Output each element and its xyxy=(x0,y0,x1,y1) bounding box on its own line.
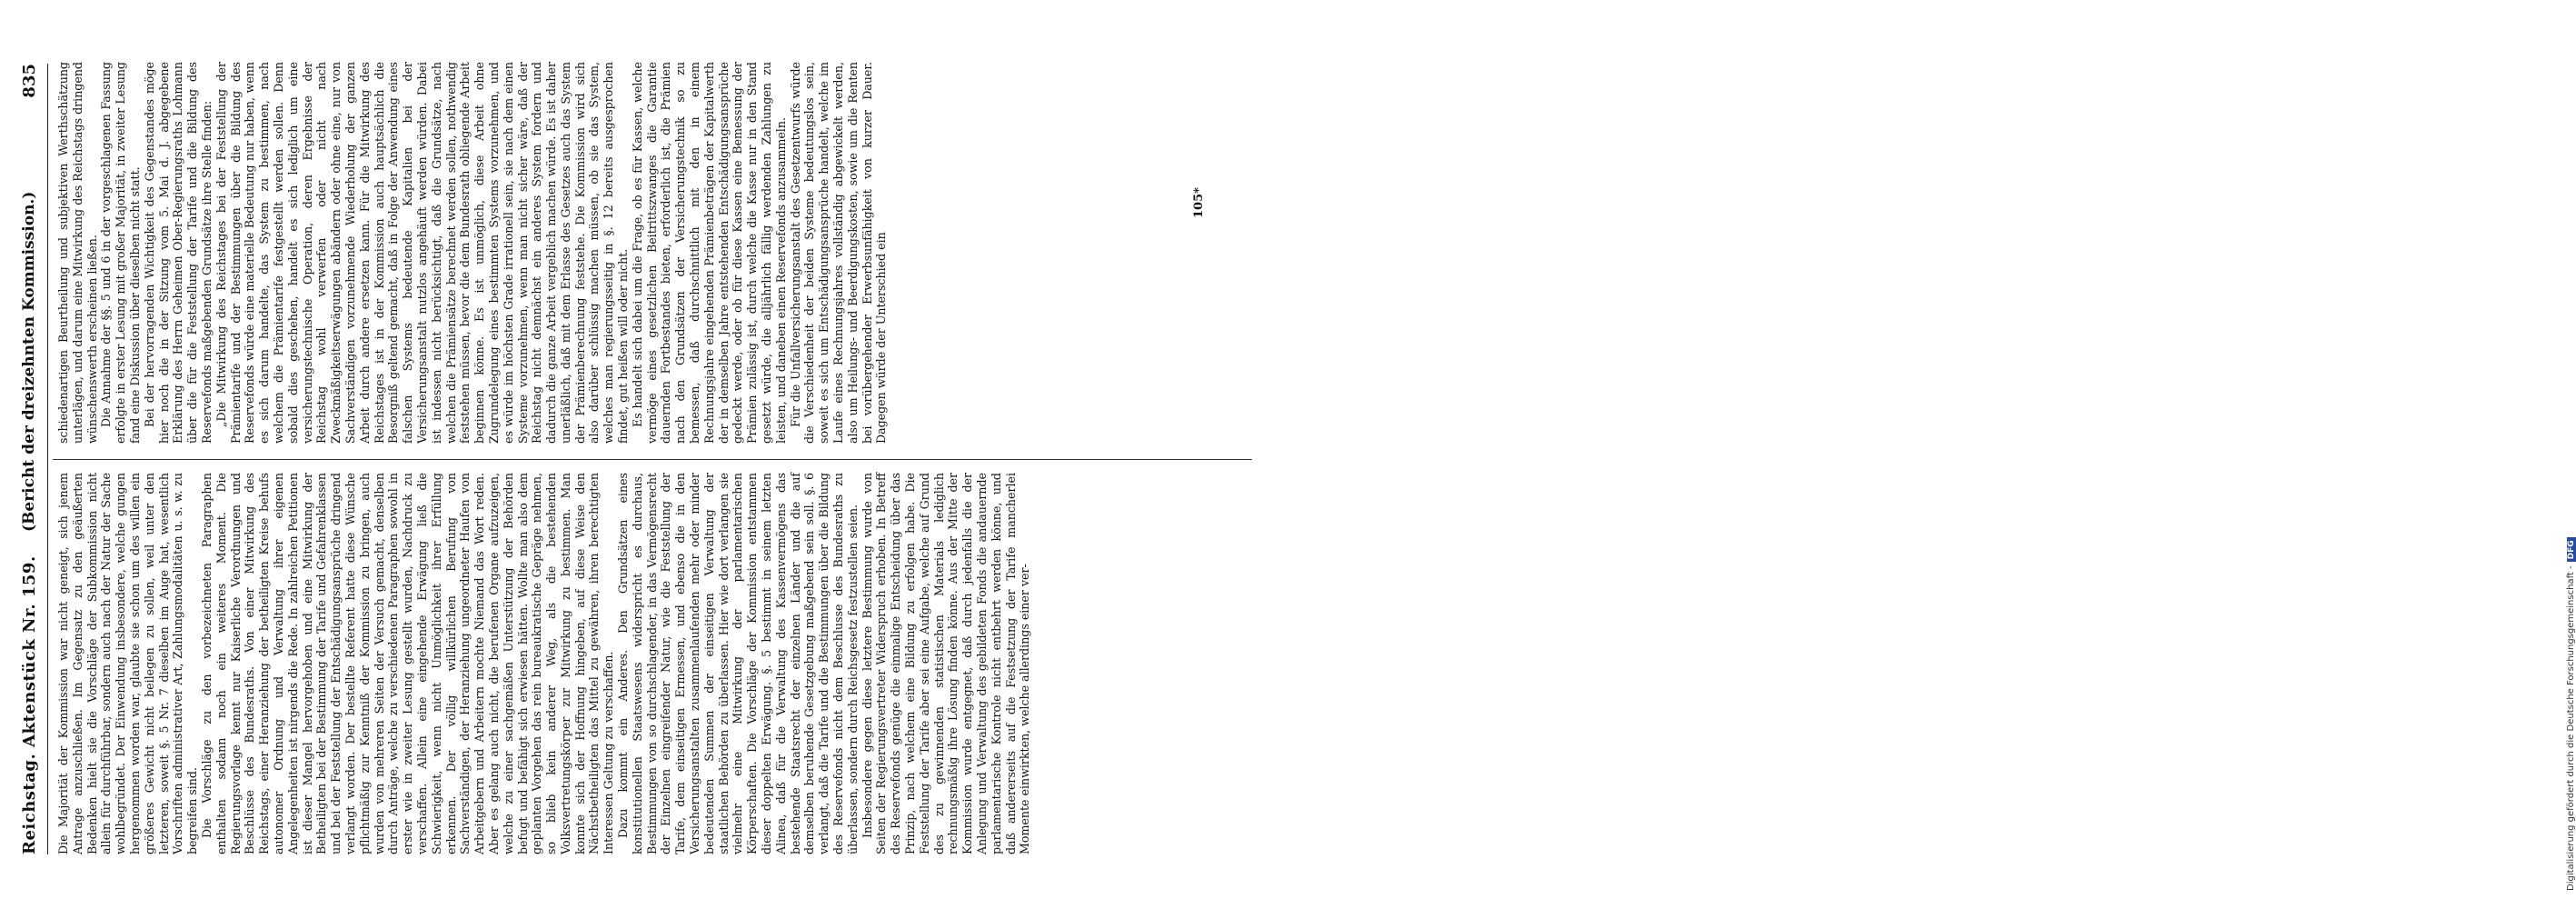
paragraph: Die Majorität der Kommission war nicht geneigt, sich jenem Antrage anzuschließen. Im Gegensatz zu den geäußerten Bedenken hielt sie die Vorschläge der Subkommission nicht allein für durchführbar, sondern auch nach der Natur der Sache wohlbegründet. Der Einwendung insbesondere, welche gungen hergenommen worden war, glaubte sie schon um des willen ein größeres Gewicht nicht beilegen zu sollen, weil unter den letzteren, soweit §. 5 Nr. 7 dieselben im Auge hat, wesentlich Vorschriften administrativer Art, Zahlungsmodalitäten u. s. w. zu begreifen sind. xyxy=(56,473,200,854)
paragraph: Insbesondere gegen diese letztere Bestimmung wurde von Seiten der Regierungsvertreter Widerspruch erhoben. In Betreff des Reservefonds genüge die einmalige Entscheidung über das Prinzip, nach welchem eine Bildung zu erfolgen habe. Die Feststellung der Tarife aber sei eine Aufgabe, welche auf Grund des zu gewinnenden statistischen Materials lediglich rechnungsmäßig ihre Lösung finden könne. Aus der Mitte der Kommission wurde entgegnet, daß durch jedenfalls die der Anlegung und Verwaltung des gebildeten Fonds die andauernde parlamentarische Kontrole nicht entbehrt werden könne, und daß andererseits auf die Festsetzung der Tarife mancherlei Momente einwirkten, welche allerdings einer ver- xyxy=(860,473,1032,854)
header-rule xyxy=(47,64,48,854)
column-divider xyxy=(53,459,1252,460)
paragraph: Es handelt sich dabei um die Frage, ob es für Kassen, welche vermöge eines gesetzlichen Beitrittszwanges die Garantie dauernden Fortbestandes bieten, erforderlich ist, die Prämien nach den Grundsätzen der Versicherungstechnik so zu bemessen, daß durchschnittlich mit den in einem Rechnungsjahre eingehenden Prämienbeträgen der Kapitalwerth der in demselben Jahre entstehenden Entschädigungsansprüche gedeckt werde, oder ob für diese Kassen eine Bemessung der Prämien zulässig ist, durch welche die Kasse nur in den Stand gesetzt würde, die alljährlich fällig werdenden Zahlungen zu leisten, und daneben einen Reservefonds anzusammeln. xyxy=(630,62,788,444)
paragraph: „Die Mitwirkung des Reichstages bei der Feststellung der Prämientarife und der Bestimmungen über die Bildung des Reservefonds würde eine materielle Bedeutung nur haben, wenn es sich darum handelte, das System zu bestimmen, nach welchem die Prämientarife festgestellt werden sollen. Denn sobald dies geschehen, handelt es sich lediglich um eine versicherungstechnische Operation, deren Ergebnisse der Reichstag wohl verwerfen oder nicht nach Zweckmäßigkeitserwägungen abändern oder ohne eine, nur von Sachverständigen vorzunehmende Wiederholung der ganzen Arbeit durch andere ersetzen kann. Für die Mitwirkung des Reichstages ist in der Kommission auch hauptsächlich die Besorgniß geltend gemacht, daß in Folge der Anwendung eines falschen Systems bedeutende Kapitalien bei der Versicherungsanstalt nutzlos angehäuft werden würden. Dabei ist indessen nicht berücksichtigt, daß die Grundsätze, nach welchen die Prämiensätze berechnet werden sollen, nothwendig feststehen müssen, bevor die dem Bundesrath obliegende Arbeit beginnen könne. Es ist unmöglich, diese Arbeit ohne Zugrundelegung eines bestimmten Systems vorzunehmen, und es würde im höchsten Grade irrationell sein, sie nach dem einen Systeme vorzunehmen, wenn man nicht sicher wäre, daß der Reichstag nicht demnächst ein anderes System fordern und dadurch die ganze Arbeit vergeblich machen würde. Es ist daher unerläßlich, daß mit dem Erlasse des Gesetzes auch das System der Prämienberechnung feststehe. Die Kommission wird sich also darüber schlüssig machen müssen, ob sie das System, welches man regierungsseitig in §. 12 bereits ausgesprochen findet, gut heißen will oder nicht. xyxy=(214,62,631,444)
paragraph: Für die Unfallversicherungsanstalt des Gesetzentwurfs würde die Verschiedenheit der beiden Systeme bedeutungslos sein, soweit es sich um Entschädigungsansprüche handelt, welche im Laufe eines Rechnungsjahres vollständig abgewickelt werden, also um Heilungs- und Beerdigungskosten, sowie um die Renten bei vorübergehender Erwerbsunfähigkeit von kurzer Dauer. Dagegen würde der Unterschied ein xyxy=(788,62,889,444)
paragraph: Die Vorschläge zu den vorbezeichneten Paragraphen enthalten sodann noch ein weiteres Moment. Die Regierungsvorlage kennt nur Kaiserliche Verordnungen und Beschlüsse des Bundesraths. Von einer Mitwirkung des Reichstags, einer Heranziehung der betheiligten Kreise behufs autonomer Ordnung und Verwaltung ihrer eigenen Angelegenheiten ist nirgends die Rede. In zahlreichen Petitionen ist dieser Mangel hervorgehoben und eine Mitwirkung der Betheiligten bei der Bestimmung der Tarife und Gefahrenklassen und bei der Feststellung der Entschädigungsansprüche dringend verlangt worden. Der bestellte Referent hatte diese Wünsche pflichtmäßig zur Kenntniß der Kommission zu bringen, auch wurden von mehreren Seiten der Versuch gemacht, denselben durch Anträge, welche zu verschiedenen Paragraphen sowohl in erster wie in zweiter Lesung gestellt wurden, Nachdruck zu verschaffen. Allein eine eingehende Erwägung ließ die Schwierigkeit, wenn nicht Unmöglichkeit ihrer Erfüllung erkennen. Der völlig willkürlichen Berufung von Sachverständigen, der Heranziehung ungeordneter Haufen von Arbeitgebern und Arbeitern mochte Niemand das Wort reden. Aber es gelang auch nicht, die berufenen Organe aufzuzeigen, welche zu einer sachgemäßen Unterstützung der Behörden befugt und befähigt sich erwiesen hätten. Wollte man also dem geplanten Vorgehen das rein bureaukratische Gepräge nehmen, so blieb kein anderer Weg, als die bestehenden Volksvertretungskörper zur Mitwirkung zu bestimmen. Man konnte sich der Hoffnung hingeben, auf diese Weise den Nächstbetheiligten das Mittel zu gewähren, ihren berechtigten Interessen Geltung zu verschaffen. xyxy=(199,473,616,854)
signature-mark: 105* xyxy=(1192,187,1206,218)
left-column xyxy=(56,473,1032,854)
digitization-credit: Digitalisierung gefördert durch die Deutsche Forschungsgemeinschaft - xyxy=(2566,565,2576,891)
header-center-title: (Bericht der dreizehnten Kommission.) xyxy=(20,191,38,532)
paragraph: Die Annahme der §§. 5 und 6 in der vorgeschlagenen Fassung erfolgte in erster Lesung mit großer Majorität, in zweiter Lesung fand eine Diskussion über dieselben nicht statt. xyxy=(99,62,142,444)
page-number: 835 xyxy=(20,64,39,98)
paragraph: Dazu kommt ein Anderes. Den Grundsätzen eines konstitutionellen Staatswesens widerspricht es durchaus, Bestimmungen von so durchschlagender, in das Vermögensrecht der Einzelnen eingreifender Natur, wie die Feststellung der Tarife, dem einseitigen Ermessen, und ebenso die in den Versicherungsanstalten zusammenlaufenden mehr oder minder bedeutenden Summen der einseitigen Verwaltung der staatlichen Behörden zu überlassen. Hier wie dort verlangen sie vielmehr eine Mitwirkung der parlamentarischen Körperschaften. Die Vorschläge der Kommission entstammen dieser doppelten Erwägung. §. 5 bestimmt in seinem letzten Alinea, daß für die Verwaltung des Kassenvermögens das bestehende Staatsrecht der einzelnen Länder und die auf demselben beruhende Gesetzgebung maßgebend sein soll. §. 6 verlangt, daß die Tarife und die Bestimmungen über die Bildung des Reservefonds nicht dem Beschlusse des Bundesraths zu überlassen, sondern durch Reichsgesetz festzustellen seien. xyxy=(616,473,860,854)
page-header xyxy=(20,64,49,854)
paragraph: schiedenartigen Beurtheilung und subjektiven Werthschätzung unterlägen, und darum eine Mitwirkung des Reichstags dringend wünschenswerth erscheinen ließen. xyxy=(56,62,99,444)
header-left-title: Reichstag. Aktenstück Nr. 159. xyxy=(20,555,39,854)
digitization-note xyxy=(1278,0,2576,909)
digitization-note-text xyxy=(2566,0,2576,891)
dfg-logo: DFG xyxy=(2567,537,2576,562)
right-column xyxy=(56,62,889,444)
paragraph: Bei der hervorragenden Wichtigkeit des Gegenstandes möge hier noch die in der Sitzung vom 5. Mai d. J. abgegebene Erklärung des Herrn Geheimen Ober-Regierungsraths Lohmann über die für die Feststellung der Tarife und die Bildung des Reservefonds maßgebenden Grundsätze ihre Stelle finden: xyxy=(142,62,214,444)
